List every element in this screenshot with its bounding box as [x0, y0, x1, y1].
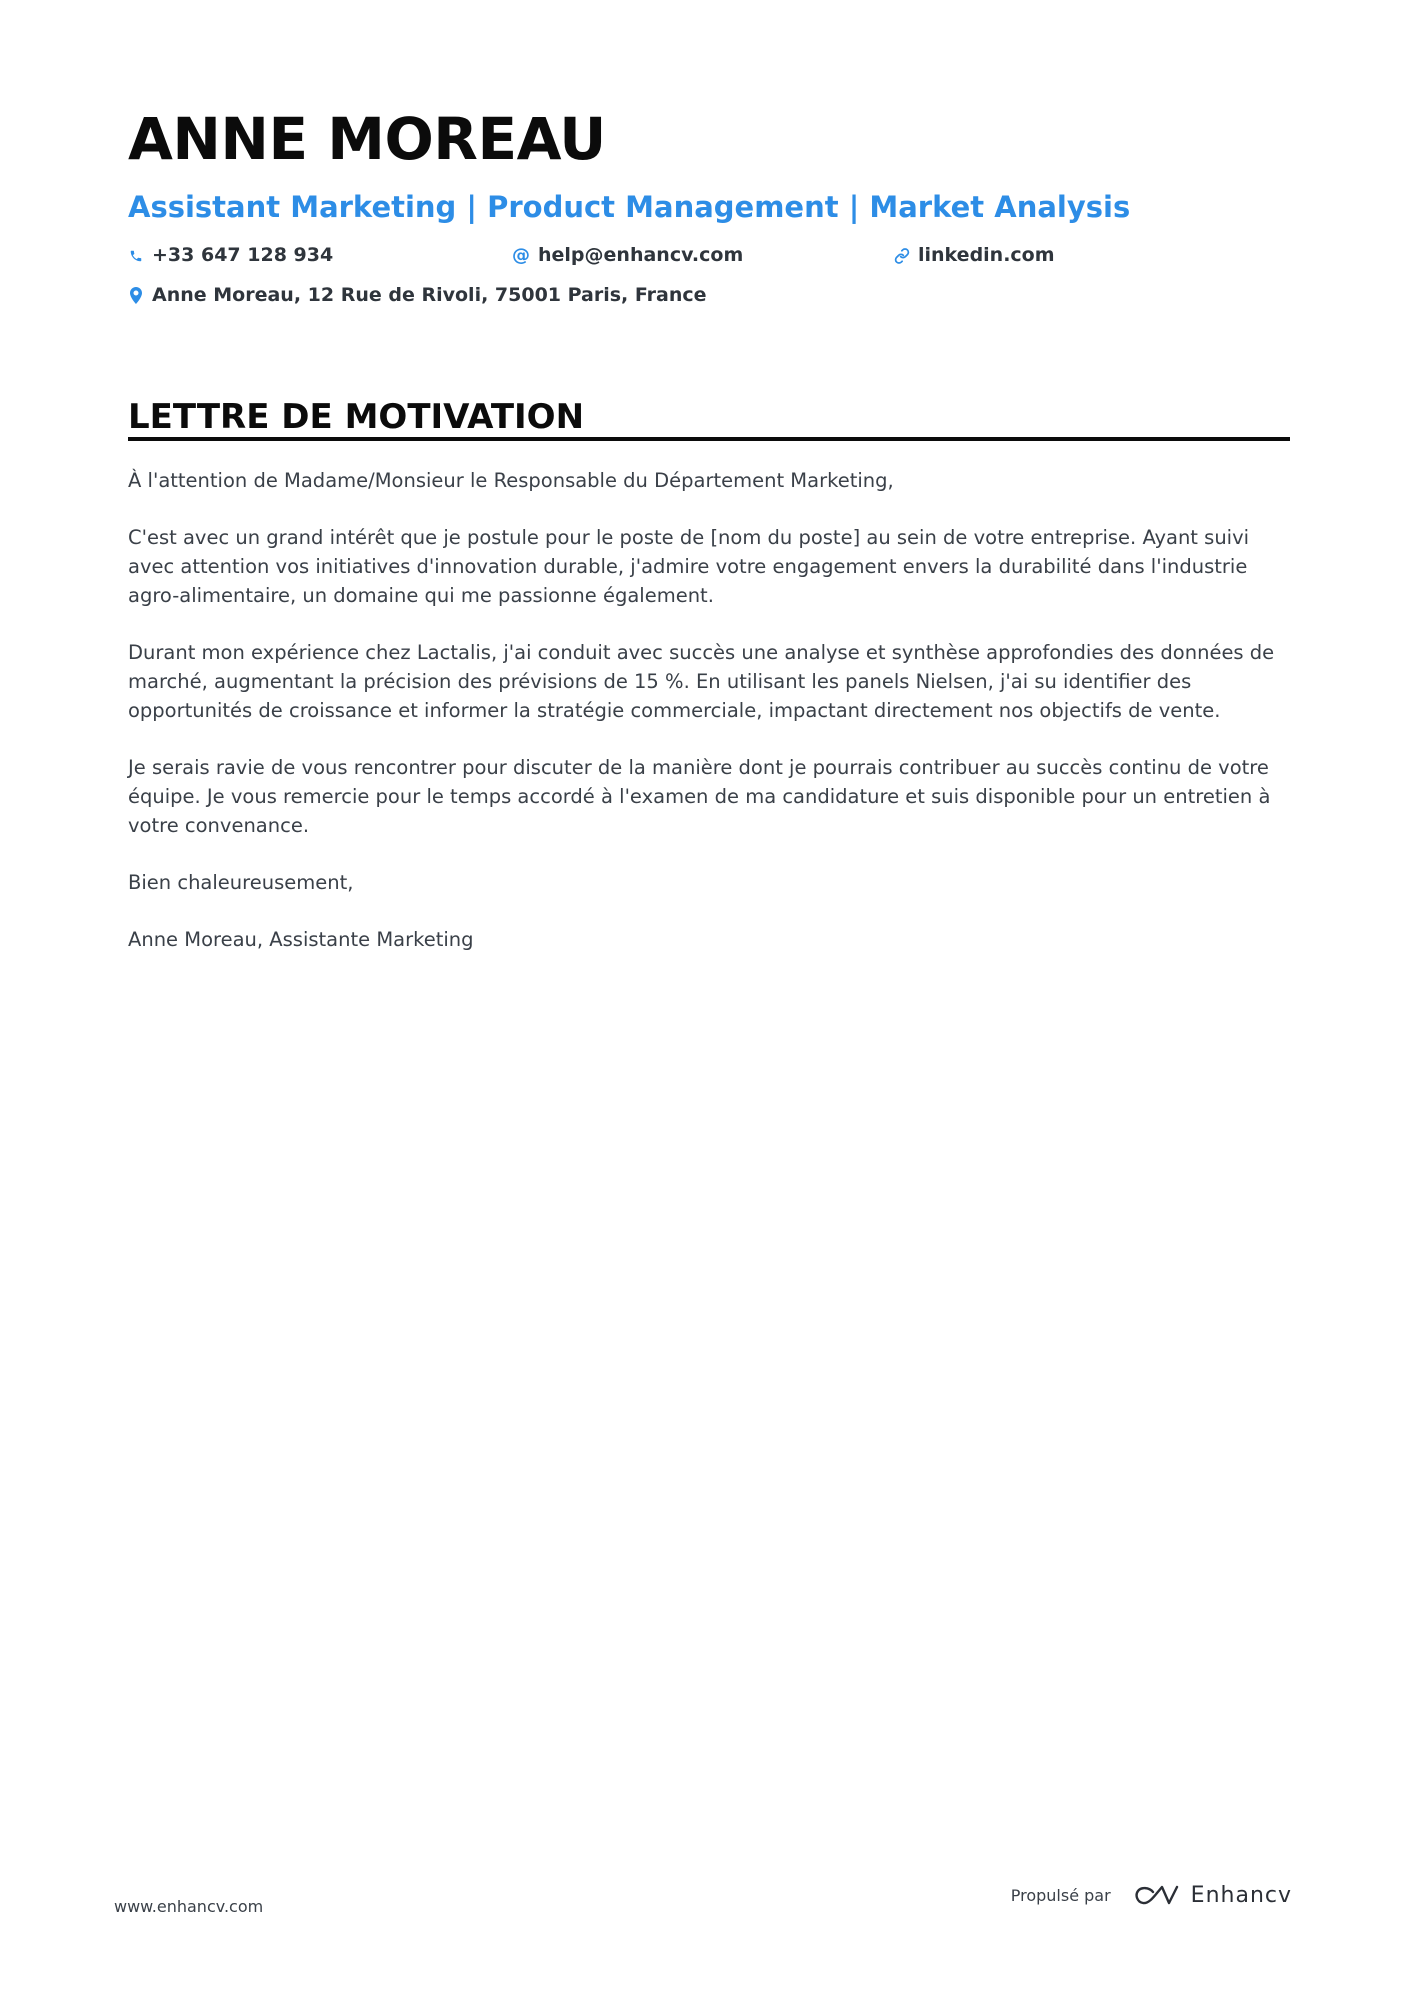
- candidate-headline: Assistant Marketing | Product Management | Market Analysis: [128, 190, 1131, 224]
- at-icon: @: [512, 244, 530, 266]
- contact-linkedin-text: linkedin.com: [918, 244, 1055, 266]
- phone-icon: [128, 247, 144, 265]
- powered-by-label: Propulsé par: [1010, 1886, 1111, 1905]
- brand-name: Enhancv: [1190, 1883, 1292, 1908]
- letter-closing: Bien chaleureusement,: [128, 871, 354, 894]
- location-pin-icon: [128, 287, 144, 305]
- contact-email-text: help@enhancv.com: [538, 244, 744, 266]
- contact-address: [128, 286, 707, 305]
- link-icon: [894, 247, 910, 265]
- footer-branding[interactable]: [1011, 1883, 1292, 1908]
- contact-linkedin[interactable]: [894, 246, 1055, 265]
- section-divider: [128, 437, 1290, 441]
- contact-phone[interactable]: [128, 246, 333, 265]
- letter-signature: Anne Moreau, Assistante Marketing: [128, 928, 474, 951]
- enhancv-logo-icon: [1133, 1884, 1179, 1908]
- contact-email[interactable]: [512, 246, 743, 265]
- letter-salutation: À l'attention de Madame/Monsieur le Responsable du Département Marketing,: [128, 469, 894, 492]
- candidate-name: ANNE MOREAU: [128, 105, 606, 173]
- letter-body: [128, 466, 1290, 982]
- letter-paragraph: Durant mon expérience chez Lactalis, j'ai conduit avec succès une analyse et synthèse approfondies des données de marché, augmentant la précision des prévisions de 15 %. En utilisant les panels Nielsen, j'ai su identifier des opportunités de croissance et informer la stratégie commerciale, impactant directement nos objectifs de vente.: [128, 641, 1275, 722]
- contact-phone-text: +33 647 128 934: [152, 244, 334, 266]
- section-title: LETTRE DE MOTIVATION: [128, 397, 585, 437]
- contact-address-text: Anne Moreau, 12 Rue de Rivoli, 75001 Paris, France: [152, 284, 707, 306]
- letter-paragraph: Je serais ravie de vous rencontrer pour discuter de la manière dont je pourrais contribuer au succès continu de votre équipe. Je vous remercie pour le temps accordé à l'examen de ma candidature et suis disponible pour un entretien à votre convenance.: [128, 756, 1271, 837]
- footer-website[interactable]: www.enhancv.com: [114, 1897, 264, 1916]
- letter-paragraph: C'est avec un grand intérêt que je postule pour le poste de [nom du poste] au sein de votre entreprise. Ayant suivi avec attention vos initiatives d'innovation durable, j'admire votre engagement envers la durabilité dans l'industrie agro-alimentaire, un domaine qui me passionne également.: [128, 526, 1250, 607]
